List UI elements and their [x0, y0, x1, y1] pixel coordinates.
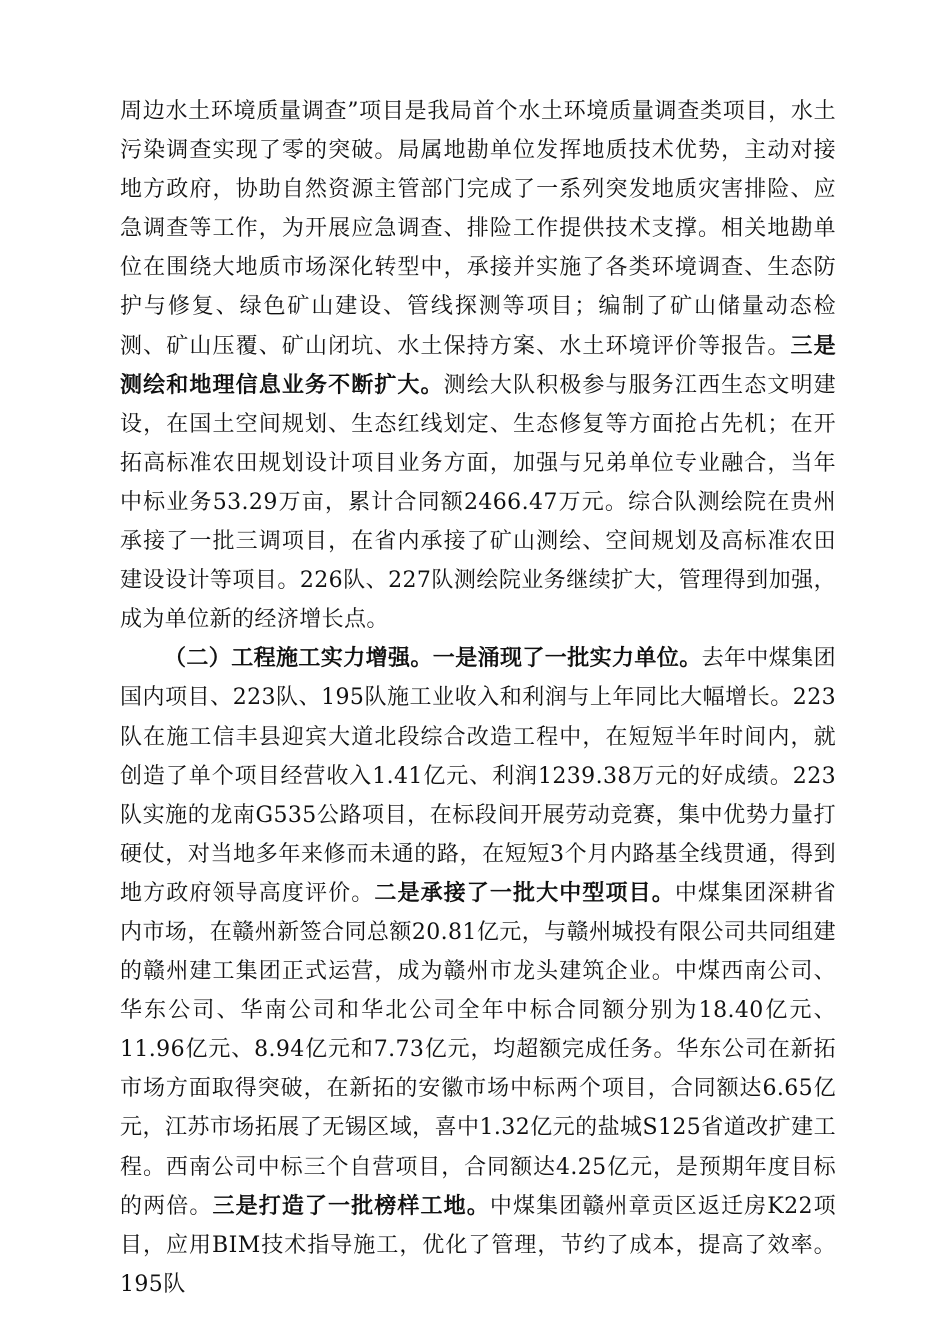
- document-body: [120, 92, 836, 1304]
- bold-heading-surveying: 三是测绘和地理信息业务不断扩大。: [120, 332, 836, 398]
- paragraph-text: 测绘大队积极参与服务江西生态文明建设，在国土空间规划、生态红线划定、生态修复等方面抢占先机；在开拓高标准农田规划设计项目业务方面，加强与兄弟单位专业融合，当年中标业务53.29万亩，累计合同额2466.47万元。综合队测绘院在贵州承接了一批三调项目，在省内承接了矿山测绘、空间规划及高标准农田建设设计等项目。226队、227队测绘院业务继续扩大，管理得到加强，成为单位新的经济增长点。: [120, 372, 836, 633]
- bold-heading-section-two: （二）工程施工实力增强。一是涌现了一批实力单位。: [164, 645, 702, 672]
- paragraph-text: 中煤集团赣州章贡区返迁房K22项目，应用BIM技术指导施工，优化了管理，节约了成本，提高了效率。195队: [120, 1193, 836, 1297]
- paragraph-engineering-construction: [120, 639, 836, 1304]
- paragraph-text: 去年中煤集团国内项目、223队、195队施工业收入和利润与上年同比大幅增长。223队在施工信丰县迎宾大道北段综合改造工程中，在短短半年时间内，就创造了单个项目经营收入1.41亿元、利润1239.38万元的好成绩。223队实施的龙南G535公路项目，在标段间开展劳动竞赛，集中优势力量打硬仗，对当地多年来修而未通的路，在短短3个月内路基全线贯通，得到地方政府领导高度评价。: [120, 646, 837, 906]
- paragraph-text: 中煤集团深耕省内市场，在赣州新签合同总额20.81亿元，与赣州城投有限公司共同组建的赣州建工集团正式运营，成为赣州市龙头建筑企业。中煤西南公司、华东公司、华南公司和华北公司全年中标合同额分别为18.40亿元、11.96亿元、8.94亿元和7.73亿元，均超额完成任务。华东公司在新拓市场方面取得突破，在新拓的安徽市场中标两个项目，合同额达6.65亿元，江苏市场拓展了无锡区域，喜中1.32亿元的盐城S125省道改扩建工程。西南公司中标三个自营项目，合同额达4.25亿元，是预期年度目标的两倍。: [120, 880, 837, 1219]
- bold-heading-model-sites: 三是打造了一批榜样工地。: [212, 1192, 490, 1219]
- paragraph-text: 周边水土环境质量调查”项目是我局首个水土环境质量调查类项目，水土污染调查实现了零的突破。局属地勘单位发挥地质技术优势，主动对接地方政府，协助自然资源主管部门完成了一系列突发地质灾害排险、应急调查等工作，为开展应急调查、排险工作提供技术支撑。相关地勘单位在围绕大地质市场深化转型中，承接并实施了各类环境调查、生态防护与修复、绿色矿山建设、管线探测等项目；编制了矿山储量动态检测、矿山压覆、矿山闭坑、水土保持方案、水土环境评价等报告。: [120, 99, 836, 359]
- bold-heading-large-projects: 二是承接了一批大中型项目。: [374, 879, 675, 906]
- paragraph-environment-survey: [120, 92, 836, 639]
